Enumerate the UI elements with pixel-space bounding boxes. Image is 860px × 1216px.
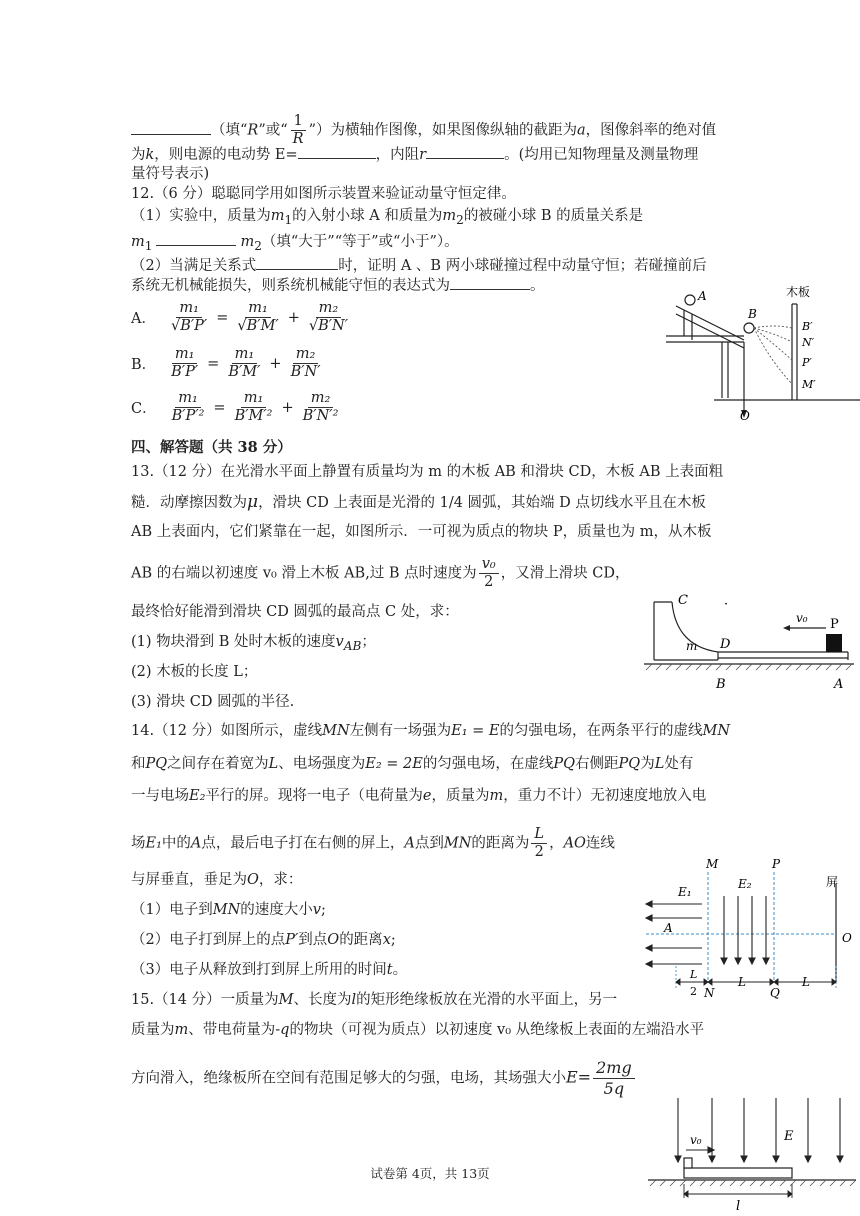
svg-text:v₀: v₀ (690, 1133, 702, 1147)
text-line: 场E₁中的A点，最后电子打在右侧的屏上，A点到MN的距离为 $\frac{L}{2}$ ，AO连线 (131, 826, 615, 860)
sub-question-1: (1) 物块滑到 B 处时木板的速度$v_{AB}$； (131, 634, 376, 653)
sub-question-3: (3) 滑块 CD 圆弧的半径. (131, 694, 295, 710)
svg-text:P: P (830, 617, 839, 632)
question-12-heading: 12.（6 分）聪聪同学用如图所示装置来验证动量守恒定律。 (131, 186, 516, 202)
svg-text:E₂: E₂ (738, 877, 752, 891)
svg-text:N′: N′ (802, 336, 815, 349)
svg-text:M: M (706, 857, 719, 871)
text-line: AB 上表面内，它们紧靠在一起，如图所示．一可视为质点的物块 P，质量也为 m，从木板 (131, 524, 712, 540)
svg-text:m: m (686, 639, 698, 653)
svg-text:A: A (664, 921, 673, 935)
text-line: 与屏垂直，垂足为O，求： (131, 872, 303, 888)
label-b: B (748, 307, 757, 321)
sub-question-2: (2) 木板的长度 L； (131, 664, 258, 680)
answer-blank[interactable] (298, 144, 376, 159)
svg-text:L: L (802, 975, 810, 989)
electric-field-figure (640, 854, 856, 1000)
fraction: $\frac{1}{R}$ (290, 113, 307, 148)
text-line: 和PQ之间存在着宽为L、电场强度为E₂ = 2E的匀强电场，在虚线PQ右侧距PQ为L处有 (131, 756, 694, 772)
label-a: A (698, 289, 707, 303)
svg-text:B′: B′ (802, 320, 813, 333)
svg-text:B: B (716, 677, 726, 692)
answer-blank[interactable] (256, 255, 338, 270)
svg-text:P′: P′ (802, 356, 812, 369)
text-line: 系统无机械能损失，则系统机械能守恒的表达式为 。 (131, 275, 545, 296)
answer-blank[interactable] (426, 144, 504, 159)
text-line: （2）当满足关系式 时，证明 A 、B 两小球碰撞过程中动量守恒；若碰撞前后 (131, 255, 707, 276)
svg-text:N: N (704, 986, 715, 1000)
svg-text:P: P (772, 857, 781, 871)
option-c[interactable]: C． $\frac{\text{m₁}}{\text{B′P′²}}$ = $\frac{\text{m₁}}{\text{B′M′²}}$ + $\frac{\text{m₂}}{\text{B′N′²}}$ (131, 390, 339, 424)
svg-text:O: O (740, 409, 750, 423)
block-board-figure (640, 590, 854, 694)
text-line: 量符号表示) (131, 166, 210, 182)
collision-apparatus-figure (664, 284, 860, 424)
svg-text:Q: Q (770, 986, 780, 1000)
text-line: 糙．动摩擦因数为μ，滑块 CD 上表面是光滑的 1/4 圆弧，其始端 D 点切线水平且在木板 (131, 492, 706, 512)
page-footer: 试卷第 4页，共 13页 (370, 1166, 490, 1181)
text-line: 13.（12 分）在光滑水平面上静置有质量均为 m 的木板 AB 和滑块 CD，木板 AB 上表面粗 (131, 464, 724, 480)
text-line: 14.（12 分）如图所示，虚线MN左侧有一场强为E₁ = E的匀强电场，在两条平行的虚线MN (131, 723, 731, 739)
svg-text:v₀: v₀ (796, 611, 808, 625)
svg-text:L: L (738, 975, 746, 989)
svg-text:O: O (842, 931, 852, 945)
option-b[interactable]: B． $\frac{\text{m₁}}{B'P'}$ = $\frac{\text{m₁}}{B'M'}$ + $\frac{\text{m₂}}{B'N'}$ (131, 346, 321, 380)
text-line: （填“R”或“ $\frac{1}{R}$ ”）为横轴作图像，如果图像纵轴的截距为a，图像斜率的绝对值 (131, 113, 716, 148)
svg-text:·: · (724, 597, 729, 612)
text-line: 最终恰好能滑到滑块 CD 圆弧的最高点 C 处，求： (131, 604, 459, 620)
svg-text:l: l (736, 1199, 741, 1212)
sub-question-3: （3）电子从释放到打到屏上所用的时间t。 (131, 962, 408, 978)
answer-blank[interactable] (450, 275, 530, 290)
svg-text:L: L (690, 968, 698, 981)
insulating-board-figure (644, 1094, 856, 1212)
svg-text:E: E (784, 1129, 794, 1144)
text-line: 方向滑入，绝缘板所在空间有范围足够大的匀强，电场，其场强大小E= $\frac{2mg}{5q}$ (131, 1058, 637, 1099)
sub-question-2: （2）电子打到屏上的点P′到点O的距离x; (131, 932, 396, 948)
svg-text:E₁: E₁ (678, 885, 692, 899)
text-line: 一与电场E₂平行的屏。现将一电子（电荷量为e，质量为m，重力不计）无初速度地放入电 (131, 788, 707, 804)
label-board: 木板 (786, 285, 811, 299)
svg-text:D: D (720, 637, 731, 652)
svg-text:A: A (834, 677, 844, 692)
svg-text:C: C (678, 593, 688, 608)
answer-blank[interactable] (131, 120, 211, 135)
option-a[interactable]: A． $\frac{\text{m₁}}{√B'P'}$ = $\frac{\text{m₁}}{√B'M'}$ + $\frac{\text{m₂}}{√B'N'}$ (131, 300, 349, 334)
answer-blank[interactable] (156, 231, 236, 246)
text-line: 为k，则电源的电动势 E= ，内阻r 。(均用已知物理量及测量物理 (131, 144, 698, 165)
svg-text:2: 2 (690, 985, 697, 998)
section-heading: 四、解答题（共 38 分） (131, 439, 292, 456)
sub-question-1: （1）电子到MN的速度大小v; (131, 902, 326, 918)
svg-text:M′: M′ (802, 378, 816, 391)
text-line: 质量为m、带电荷量为-q的物块（可视为质点）以初速度 v₀ 从绝缘板上表面的左端沿水平 (131, 1022, 705, 1038)
text-line: 15.（14 分）一质量为M、长度为l的矩形绝缘板放在光滑的水平面上，另一 (131, 992, 618, 1008)
text-line: AB 的右端以初速度 v₀ 滑上木板 AB,过 B 点时速度为 $\frac{\text{v₀}}{2}$ ，又滑上滑块 CD， (131, 556, 630, 590)
text-line: $m_1$ $m_2$（填“大于”“等于”或“小于”）。 (131, 231, 459, 256)
svg-text:屏: 屏 (826, 875, 839, 889)
text-line: （1）实验中，质量为$m_1$的入射小球 A 和质量为$m_2$的被碰小球 B 的质量关系是 (131, 208, 644, 227)
